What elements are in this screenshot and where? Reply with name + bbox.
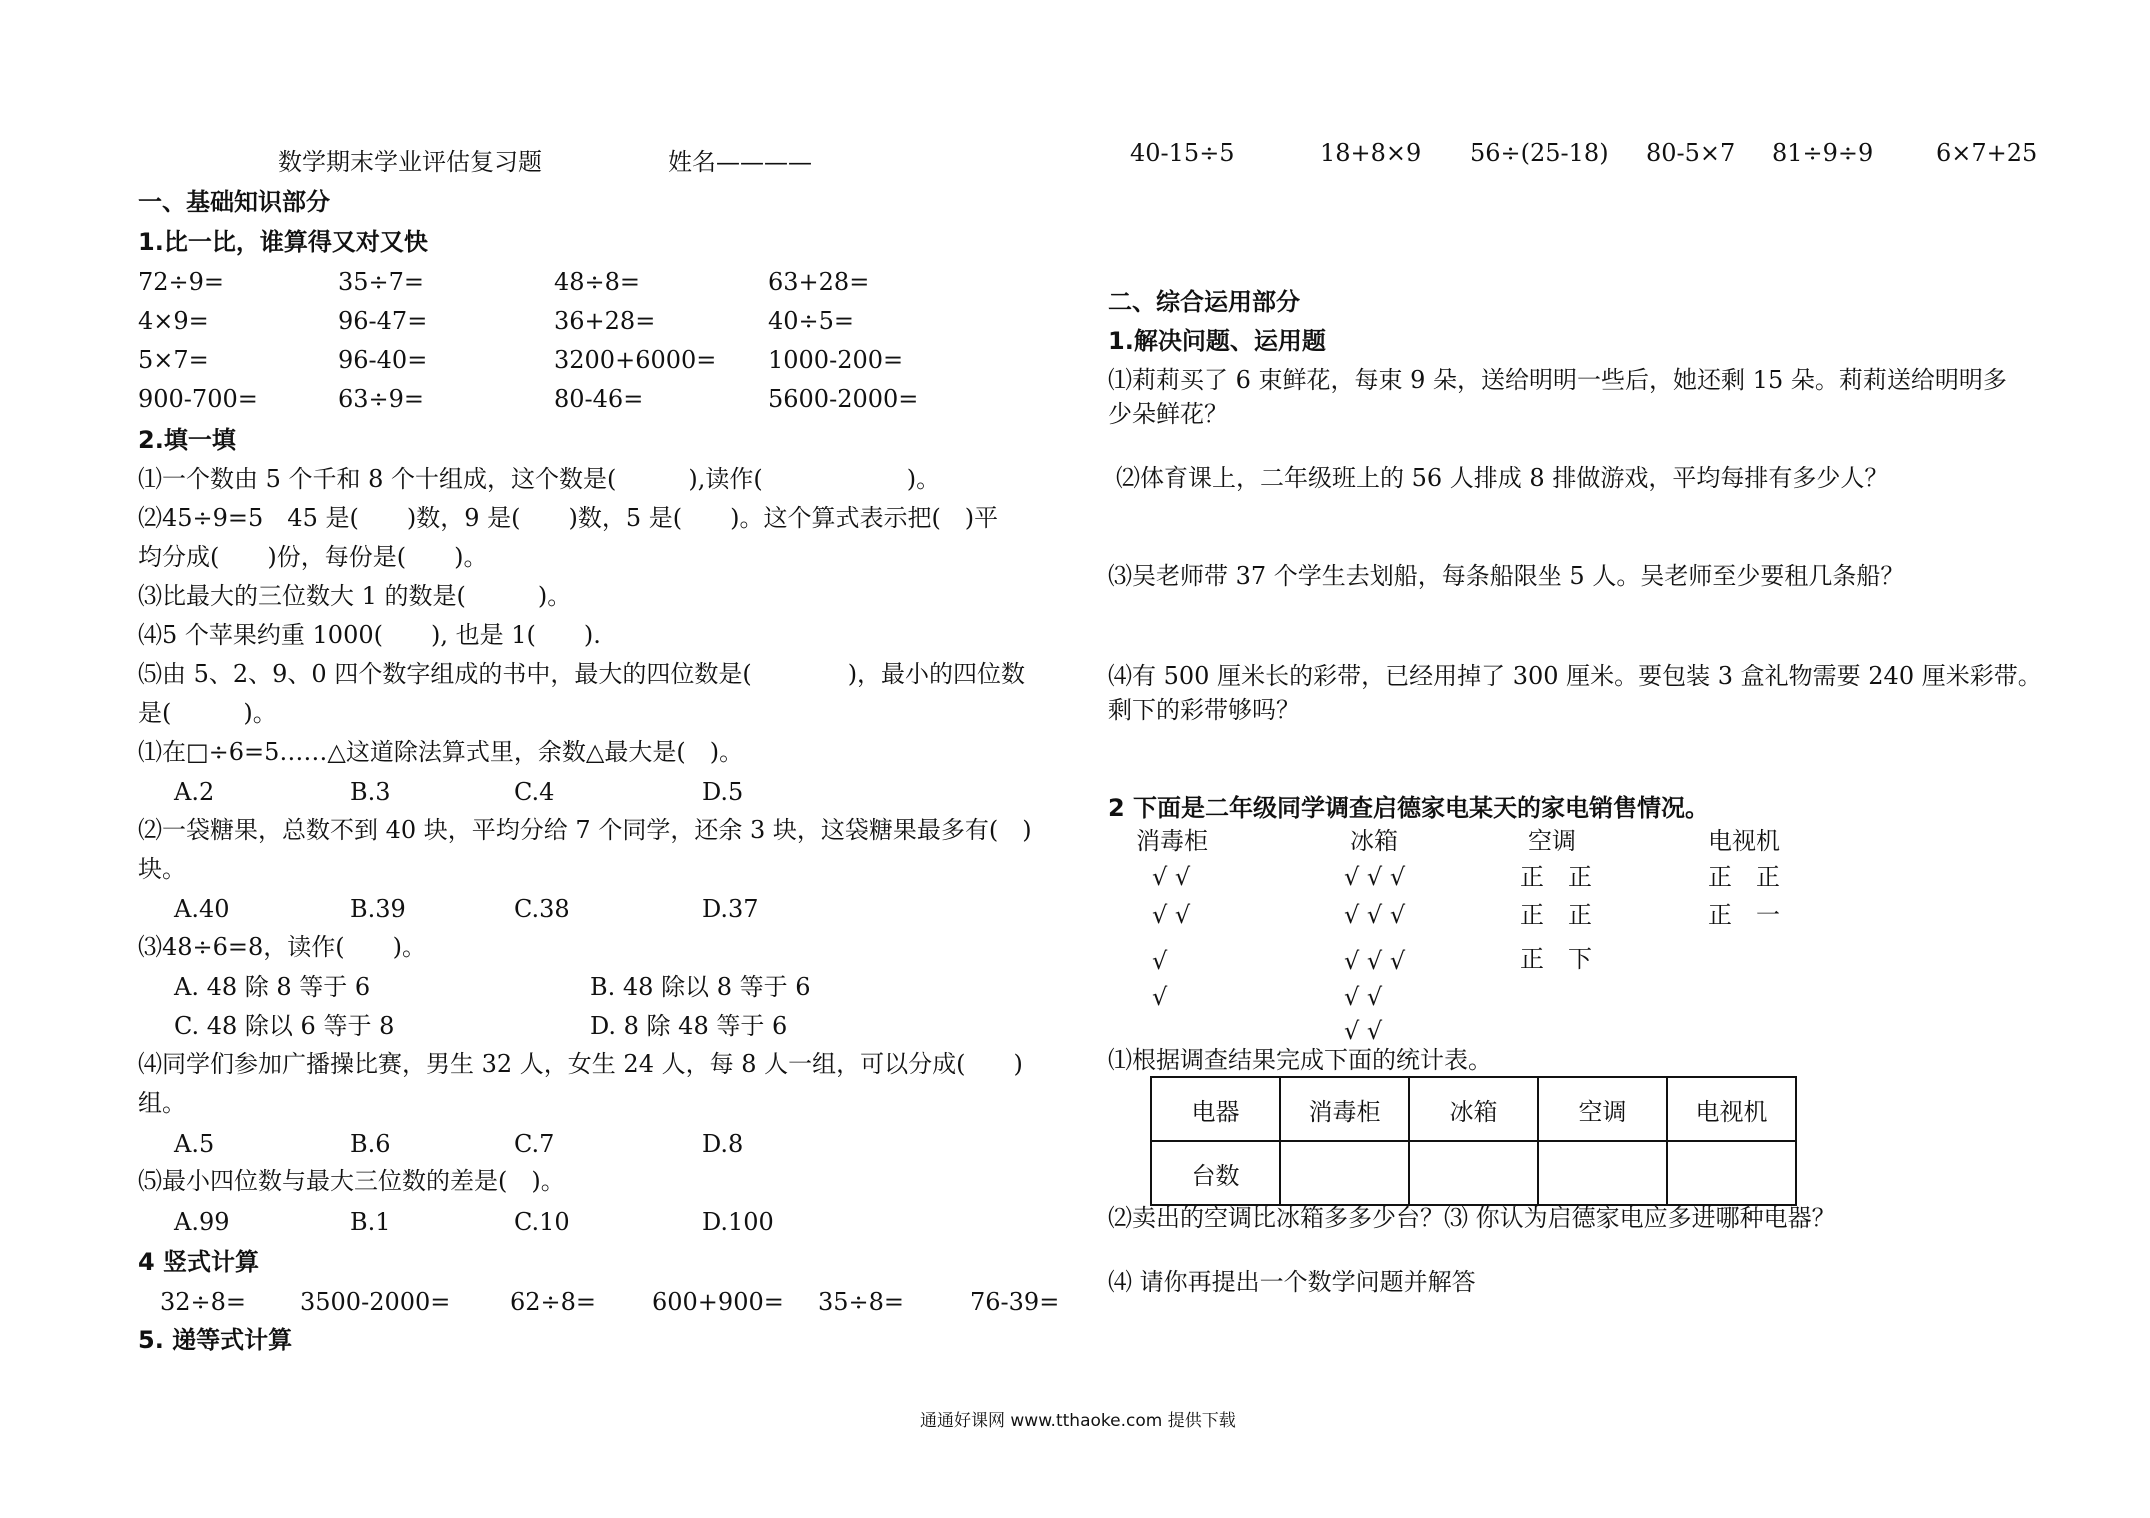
q1-item: 5×7= xyxy=(138,346,209,374)
q5-item: 56÷(25-18) xyxy=(1470,139,1609,167)
q1-item: 5600-2000= xyxy=(768,385,919,413)
choice-options xyxy=(174,1126,874,1162)
choice-option: C.7 xyxy=(514,1130,555,1158)
table-header-cell: 冰箱 xyxy=(1409,1077,1538,1141)
q4-item: 62÷8= xyxy=(510,1288,597,1316)
problem-text: ⑷有 500 厘米长的彩带，已经用掉了 300 厘米。要包装 3 盒礼物需要 240 厘米彩带。 xyxy=(1108,662,2042,690)
tally-mark: √ √ xyxy=(1152,863,1191,891)
table-answer-cell[interactable] xyxy=(1409,1141,1538,1205)
choice-stem: ⑶48÷6=8，读作( )。 xyxy=(138,933,427,961)
exam-title: 数学期末学业评估复习题 xyxy=(278,148,542,176)
choice-options xyxy=(174,891,874,927)
q4-row xyxy=(160,1284,1060,1320)
problem-text: 剩下的彩带够吗？ xyxy=(1108,696,1300,724)
problem-text: ⑵体育课上，二年级班上的 56 人排成 8 排做游戏，平均每排有多少人？ xyxy=(1116,464,1889,492)
q4-item: 3500-2000= xyxy=(300,1288,451,1316)
q1-row xyxy=(138,381,1038,417)
q1-row xyxy=(138,303,1038,339)
table-row xyxy=(1151,1141,1796,1205)
stats-table xyxy=(1150,1076,1797,1206)
tally-mark: 正 正 xyxy=(1520,863,1592,891)
q1-item: 4×9= xyxy=(138,307,209,335)
section1-title: 一、基础知识部分 xyxy=(138,188,330,216)
sub-question: ⑵卖出的空调比冰箱多多少台？⑶ 你认为启德家电应多进哪种电器？ xyxy=(1108,1204,1836,1232)
q1-row xyxy=(138,264,1038,300)
table-header-cell: 电视机 xyxy=(1667,1077,1796,1141)
q5-row xyxy=(1130,135,2050,171)
tally-mark: 正 一 xyxy=(1708,901,1780,929)
sub-question: ⑴根据调查结果完成下面的统计表。 xyxy=(1108,1046,1492,1074)
q4-item: 32÷8= xyxy=(160,1288,247,1316)
table-header-cell: 消毒柜 xyxy=(1280,1077,1409,1141)
table-answer-cell[interactable] xyxy=(1280,1141,1409,1205)
choice-option: C. 48 除以 6 等于 8 xyxy=(174,1012,395,1040)
tally-mark: √ xyxy=(1152,947,1168,975)
choice-option: B.1 xyxy=(350,1208,391,1236)
tally-mark: 正 正 xyxy=(1708,863,1780,891)
q4-item: 76-39= xyxy=(970,1288,1060,1316)
choice-options xyxy=(174,1008,874,1044)
problem-text: ⑴莉莉买了 6 束鲜花，每束 9 朵，送给明明一些后，她还剩 15 朵。莉莉送给明明多 xyxy=(1108,366,2007,394)
s2-q2-title: 2 下面是二年级同学调查启德家电某天的家电销售情况。 xyxy=(1108,794,1710,822)
q1-item: 63÷9= xyxy=(338,385,425,413)
choice-options xyxy=(174,969,874,1005)
choice-option: B.39 xyxy=(350,895,406,923)
q1-item: 1000-200= xyxy=(768,346,904,374)
choice-option: A.40 xyxy=(174,895,230,923)
table-row-label: 台数 xyxy=(1151,1141,1280,1205)
choice-stem: ⑷同学们参加广播操比赛，男生 32 人，女生 24 人，每 8 人一组，可以分成( ) xyxy=(138,1050,1023,1078)
table-header-cell: 电器 xyxy=(1151,1077,1280,1141)
sub-question: ⑷ 请你再提出一个数学问题并解答 xyxy=(1108,1268,1476,1296)
choice-option: A. 48 除 8 等于 6 xyxy=(174,973,371,1001)
choice-options xyxy=(174,1204,874,1240)
choice-option: A.5 xyxy=(174,1130,215,1158)
q1-item: 80-46= xyxy=(554,385,644,413)
q5-item: 80-5×7 xyxy=(1646,139,1736,167)
name-label: 姓名———— xyxy=(668,148,812,176)
q1-item: 35÷7= xyxy=(338,268,425,296)
q5-item: 18+8×9 xyxy=(1320,139,1422,167)
tally-header: 冰箱 xyxy=(1350,827,1398,855)
page-footer: 通通好课网 www.tthaoke.com 提供下载 xyxy=(920,1411,1236,1431)
q4-item: 600+900= xyxy=(652,1288,784,1316)
choice-stem: ⑵一袋糖果，总数不到 40 块，平均分给 7 个同学，还余 3 块，这袋糖果最多有( ) xyxy=(138,816,1032,844)
problem-text: ⑶吴老师带 37 个学生去划船，每条船限坐 5 人。吴老师至少要租几条船？ xyxy=(1108,562,1905,590)
q1-item: 63+28= xyxy=(768,268,870,296)
choice-stem: 块。 xyxy=(138,855,186,883)
table-header-cell: 空调 xyxy=(1538,1077,1667,1141)
choice-option: D.8 xyxy=(702,1130,744,1158)
choice-option: C.4 xyxy=(514,778,555,806)
choice-option: C.38 xyxy=(514,895,570,923)
choice-option: D.37 xyxy=(702,895,759,923)
choice-option: B. 48 除以 8 等于 6 xyxy=(590,973,811,1001)
choice-option: A.2 xyxy=(174,778,215,806)
tally-mark: √ √ xyxy=(1344,983,1383,1011)
tally-mark: √ √ √ xyxy=(1344,947,1406,975)
q2-line: ⑴一个数由 5 个千和 8 个十组成，这个数是( ),读作( )。 xyxy=(138,465,941,493)
tally-mark: 正 下 xyxy=(1520,945,1592,973)
q2-line: 均分成( )份，每份是( )。 xyxy=(138,543,488,571)
table-answer-cell[interactable] xyxy=(1667,1141,1796,1205)
q1-item: 72÷9= xyxy=(138,268,225,296)
q1-item: 900-700= xyxy=(138,385,258,413)
q2-title: 2.填一填 xyxy=(138,426,236,454)
problem-text: 少朵鲜花？ xyxy=(1108,400,1228,428)
q1-item: 96-40= xyxy=(338,346,428,374)
q1-title: 1.比一比，谁算得又对又快 xyxy=(138,228,428,256)
choice-options xyxy=(174,774,874,810)
choice-option: D.5 xyxy=(702,778,744,806)
tally-mark: √ √ xyxy=(1344,1017,1383,1045)
q2-line: ⑷5 个苹果约重 1000( ), 也是 1( ). xyxy=(138,621,601,649)
q1-item: 40÷5= xyxy=(768,307,855,335)
q5-item: 40-15÷5 xyxy=(1130,139,1235,167)
choice-stem: 组。 xyxy=(138,1089,186,1117)
choice-option: C.10 xyxy=(514,1208,570,1236)
tally-mark: √ xyxy=(1152,983,1168,1011)
q5-item: 81÷9÷9 xyxy=(1772,139,1874,167)
q5-item: 6×7+25 xyxy=(1936,139,2038,167)
tally-mark: √ √ xyxy=(1152,901,1191,929)
tally-header: 消毒柜 xyxy=(1136,827,1208,855)
q2-line: ⑶比最大的三位数大 1 的数是( )。 xyxy=(138,582,572,610)
choice-stem: ⑸最小四位数与最大三位数的差是( )。 xyxy=(138,1167,565,1195)
q1-row xyxy=(138,342,1038,378)
q4-title: 4 竖式计算 xyxy=(138,1248,260,1276)
tally-header: 电视机 xyxy=(1708,827,1780,855)
table-answer-cell[interactable] xyxy=(1538,1141,1667,1205)
q2-line: ⑸由 5、2、9、0 四个数字组成的书中，最大的四位数是( )，最小的四位数 xyxy=(138,660,1026,688)
q2-line: 是( )。 xyxy=(138,699,277,727)
tally-mark: √ √ √ xyxy=(1344,901,1406,929)
section2-title: 二、综合运用部分 xyxy=(1108,288,1300,316)
q5-title: 5. 递等式计算 xyxy=(138,1326,293,1354)
choice-option: B.3 xyxy=(350,778,391,806)
table-header-row xyxy=(1151,1077,1796,1141)
tally-header: 空调 xyxy=(1528,827,1576,855)
choice-option: D. 8 除 48 等于 6 xyxy=(590,1012,788,1040)
q1-item: 96-47= xyxy=(338,307,428,335)
tally-mark: √ √ √ xyxy=(1344,863,1406,891)
q4-item: 35÷8= xyxy=(818,1288,905,1316)
s2-q1-title: 1.解决问题、运用题 xyxy=(1108,327,1326,355)
tally-mark: 正 正 xyxy=(1520,901,1592,929)
q1-item: 3200+6000= xyxy=(554,346,717,374)
q1-item: 36+28= xyxy=(554,307,656,335)
q2-line: ⑵45÷9=5 45 是( )数，9 是( )数，5 是( )。这个算式表示把( )平 xyxy=(138,504,999,532)
choice-option: D.100 xyxy=(702,1208,774,1236)
choice-option: B.6 xyxy=(350,1130,391,1158)
choice-option: A.99 xyxy=(174,1208,230,1236)
choice-stem: ⑴在□÷6=5……△这道除法算式里，余数△最大是( )。 xyxy=(138,738,744,766)
q1-item: 48÷8= xyxy=(554,268,641,296)
